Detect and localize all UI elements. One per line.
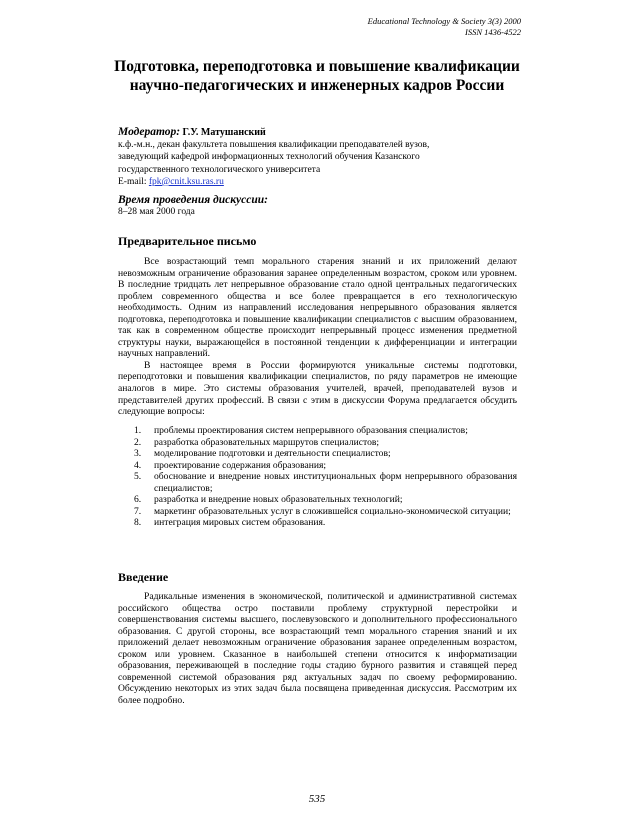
moderator-affiliation-2: заведующий кафедрой информационных технологий обучения Казанского [118, 152, 420, 163]
introduction-text [118, 591, 517, 706]
moderator-label: Модератор: [118, 126, 181, 138]
issn: ISSN 1436-4522 [465, 27, 521, 37]
preliminary-text [118, 256, 517, 418]
running-header [368, 16, 521, 38]
list-item: 7. маркетинг образовательных услуг в сложившейся социально-экономической ситуации; [134, 505, 511, 517]
list-item: 1. проблемы проектирования систем непрерывного образования специалистов; [134, 425, 468, 436]
preliminary-paragraph-2: В настоящее время в России формируются уникальные системы подготовки, переподготовки и повышения квалификации специалистов, по ряду параметров не имеющие аналогов в мире. Это системы образования учителей, врачей, преподавателей вузов и представителей других профессий. В связи с этим в дискуссии Форума предлагается обсудить следующие вопросы: [118, 359, 517, 418]
list-item: 8. интеграция мировых систем образования. [134, 517, 326, 529]
email-link[interactable]: fpk@cnit.ksu.ras.ru [148, 176, 224, 187]
discussion-time-block [118, 194, 268, 218]
list-item: 6. разработка и внедрение новых образовательных технологий; [134, 494, 403, 506]
moderator-affiliation-3: государственного технологического университета [118, 164, 321, 175]
list-item: 3. моделирование подготовки и деятельности специалистов; [134, 448, 391, 460]
page-number: 535 [308, 793, 326, 805]
email-line [118, 176, 518, 188]
list-item: 5. обоснование и внедрение новых институциональных форм непрерывного образования специалистов; [134, 471, 517, 494]
preliminary-heading: Предварительное письмо [118, 234, 257, 248]
journal-citation: Educational Technology & Society 3(3) 2000 [367, 16, 521, 26]
moderator-affiliation-1: к.ф.-м.н., декан факультета повышения квалификации преподавателей вузов, [118, 140, 430, 151]
discussion-dates: 8–28 мая 2000 года [118, 207, 195, 217]
preliminary-paragraph-1: Все возрастающий темп морального старения знаний и их приложений делают невозможным ограничение образования заранее определенным возрастом, сроком или уровнем. В последние тридцать лет непрерывное образование стало одной центральных педагогических проблем современного общества и все более превращается в его технологическую необходимость. Одним из направлений исследования непрерывного образования является подготовка, переподготовка и повышение квалификации специалистов с высшим образованием, так как в современном обществе происходит непрерывный процесс изменения предметной структуры науки, выражающейся в постоянной тенденции к дифференциации и интеграции научных направлений. [118, 256, 517, 360]
list-item: 4. проектирование содержания образования; [134, 459, 327, 471]
discussion-questions-list [118, 425, 517, 529]
list-item: 2. разработка образовательных маршрутов специалистов; [134, 436, 380, 448]
moderator-line [118, 126, 518, 139]
moderator-name: Г.У. Матушанский [182, 127, 266, 138]
email-label: E-mail: [118, 176, 147, 187]
discussion-time-label: Время проведения дискуссии: [118, 194, 268, 206]
article-title: Подготовка, переподготовка и повышение квалификации научно-педагогических и инженерных кадров России [114, 58, 520, 94]
introduction-heading: Введение [118, 570, 169, 584]
moderator-block [118, 126, 518, 188]
introduction-paragraph-1: Радикальные изменения в экономической, политической и административной системах российского общества остро поставили проблему структурной перестройки и совершенствования системы высшего, послевузовского и дополнительного профессионального образования. С другой стороны, все возрастающий темп морального старения знаний и их приложений делает невозможным ограничение образования заранее определенным возрастом, сроком или уровнем. Сказанное в наибольшей степени относится к информатизации образования, переживающей в последние годы стадию бурного развития и ставящей перед современной системой образования ряд актуальных задач по своему реформированию. Обсуждению некоторых из этих задач была посвящена приведенная дискуссия. Рассмотрим их более подробно. [118, 591, 517, 706]
